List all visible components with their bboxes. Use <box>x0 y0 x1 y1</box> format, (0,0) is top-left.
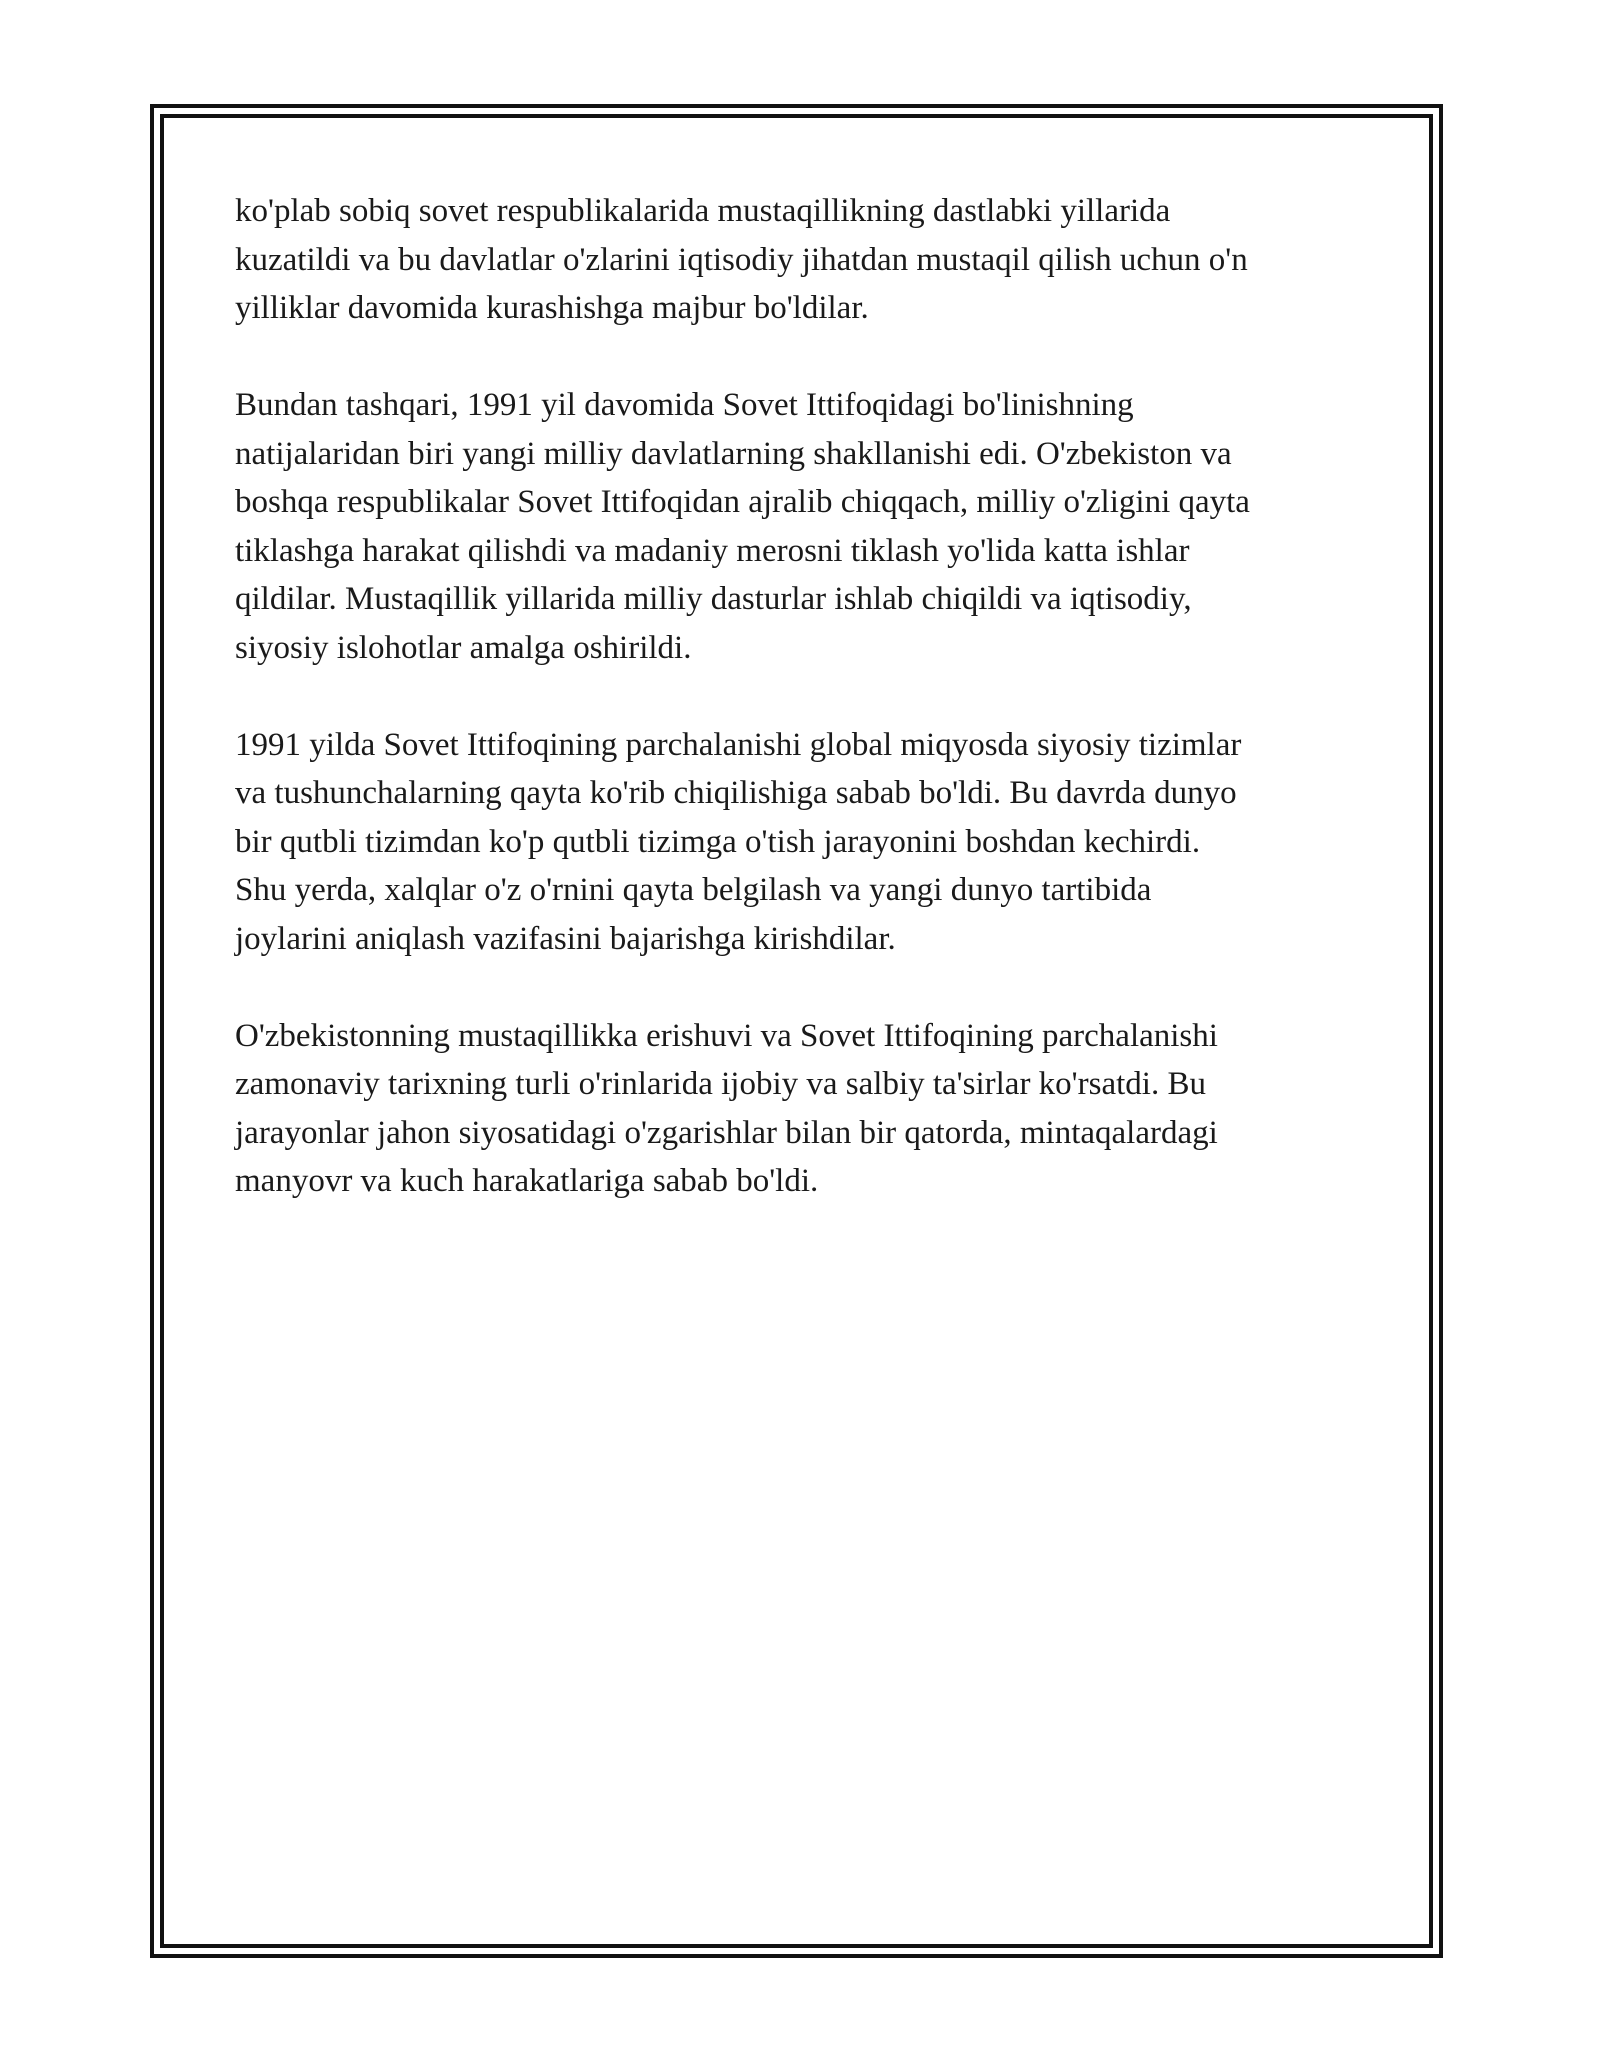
paragraph-line: manyovr va kuch harakatlariga sabab bo'ldi. <box>235 1163 819 1199</box>
paragraph-line: Bundan tashqari, 1991 yil davomida Sovet Ittifoqidagi bo'linishning <box>235 387 1134 423</box>
paragraph-line: jarayonlar jahon siyosatidagi o'zgarishlar bilan bir qatorda, mintaqalardagi <box>235 1114 1218 1151</box>
paragraph-line: O'zbekistonning mustaqillikka erishuvi va Sovet Ittifoqining parchalanishi <box>235 1017 1218 1054</box>
paragraph-3 <box>235 721 1365 964</box>
paragraph-4 <box>235 1012 1365 1206</box>
paragraph-line: kuzatildi va bu davlatlar o'zlarini iqtisodiy jihatdan mustaqil qilish uchun o'n <box>235 241 1248 278</box>
paragraph-line: Shu yerda, xalqlar o'z o'rnini qayta belgilash va yangi dunyo tartibida <box>235 872 1152 908</box>
paragraph-line: zamonaviy tarixning turli o'rinlarida ijobiy va salbiy ta'sirlar ko'rsatdi. Bu <box>235 1066 1206 1102</box>
paragraph-line: yilliklar davomida kurashishga majbur bo'ldilar. <box>235 290 869 326</box>
paragraph-line: joylarini aniqlash vazifasini bajarishga kirishdilar. <box>235 920 896 957</box>
paragraph-1 <box>235 187 1365 333</box>
paragraph-line: qildilar. Mustaqillik yillarida milliy dasturlar ishlab chiqildi va iqtisodiy, <box>235 581 1192 617</box>
document-body <box>235 187 1365 1254</box>
paragraph-line: natijalaridan biri yangi milliy davlatlarning shakllanishi edi. O'zbekiston va <box>235 435 1232 472</box>
paragraph-line: bir qutbli tizimdan ko'p qutbli tizimga o'tish jarayonini boshdan kechirdi. <box>235 823 1201 860</box>
paragraph-line: ko'plab sobiq sovet respublikalarida mustaqillikning dastlabki yillarida <box>235 193 1171 229</box>
paragraph-line: boshqa respublikalar Sovet Ittifoqidan ajralib chiqqach, milliy o'zligini qayta <box>235 484 1250 520</box>
paragraph-line: tiklashga harakat qilishdi va madaniy merosni tiklash yo'lida katta ishlar <box>235 532 1190 569</box>
paragraph-2 <box>235 381 1365 672</box>
paragraph-line: 1991 yilda Sovet Ittifoqining parchalanishi global miqyosda siyosiy tizimlar <box>235 726 1242 763</box>
paragraph-line: siyosiy islohotlar amalga oshirildi. <box>235 629 692 666</box>
paragraph-line: va tushunchalarning qayta ko'rib chiqilishiga sabab bo'ldi. Bu davrda dunyo <box>235 775 1237 811</box>
